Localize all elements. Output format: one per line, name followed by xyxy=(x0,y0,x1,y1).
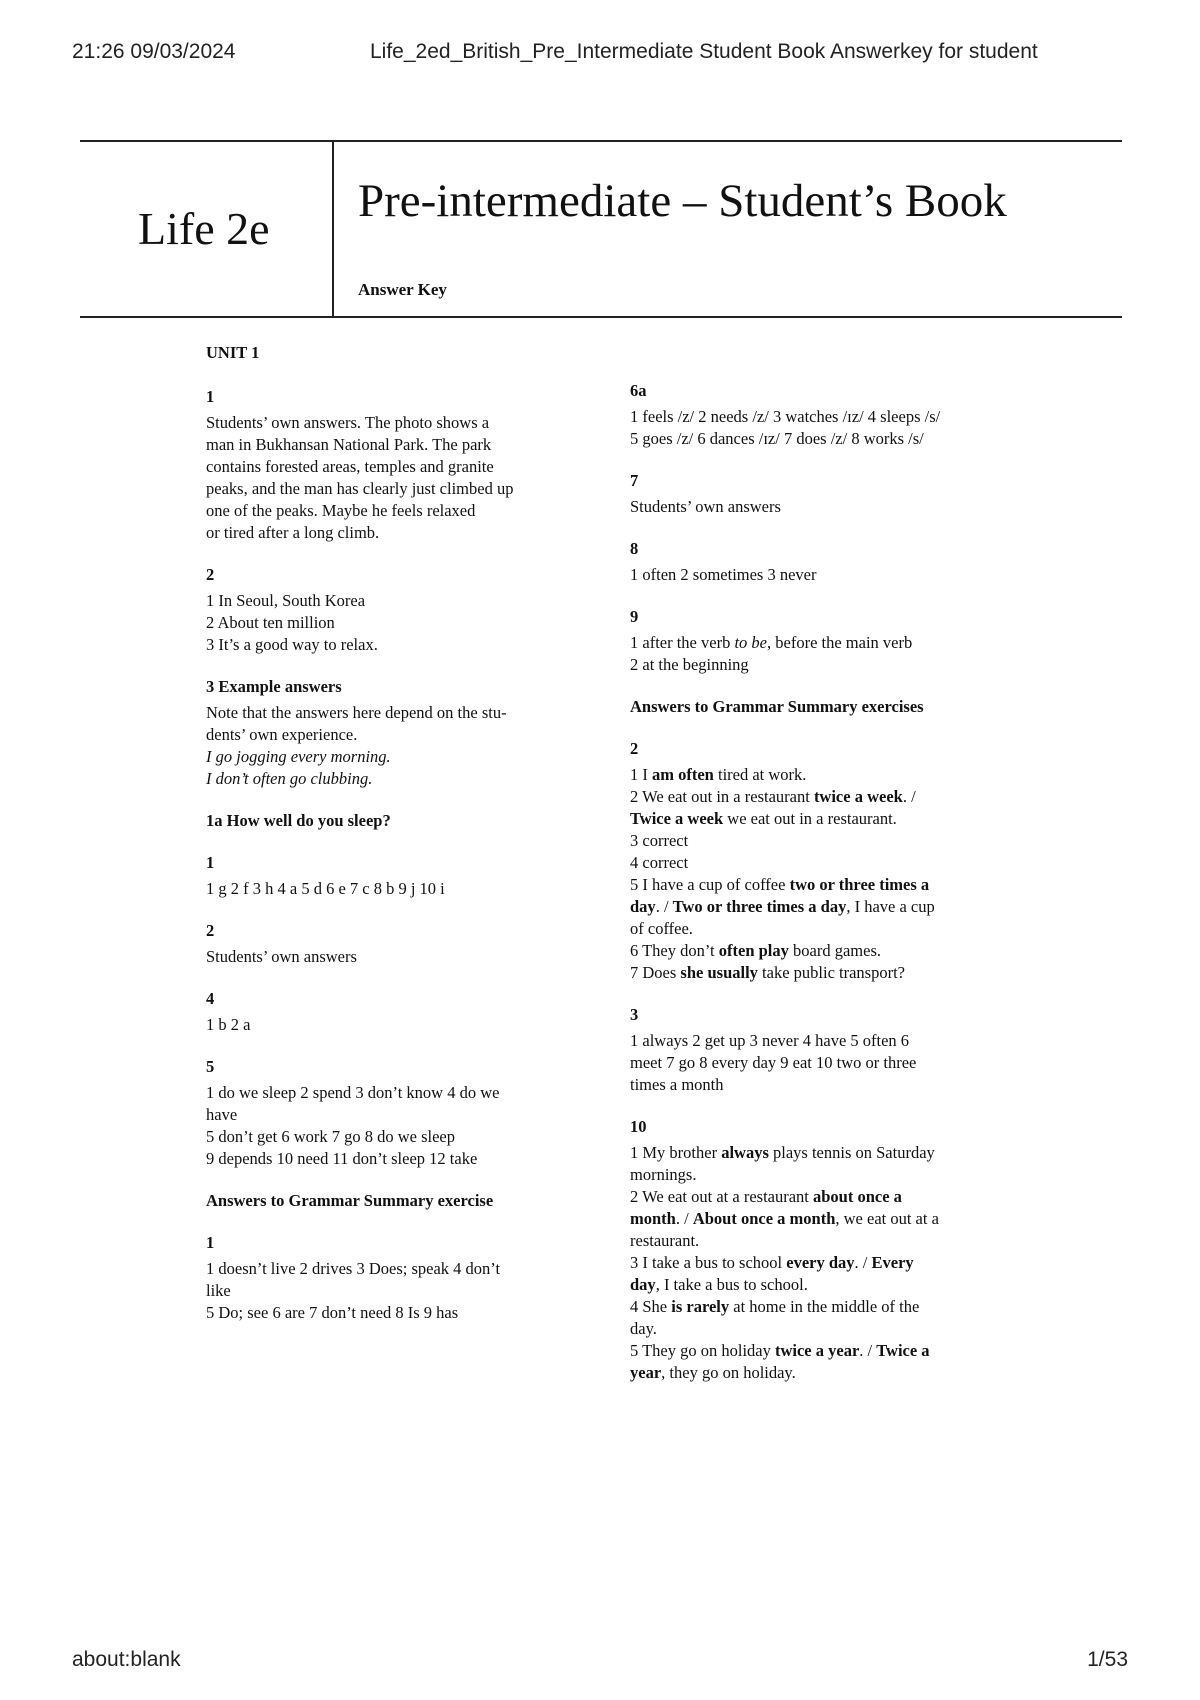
grammar-summary-3 xyxy=(630,1004,1010,1096)
section-2b xyxy=(206,920,576,968)
page-title: Pre-intermediate – Student’s Book xyxy=(358,175,1007,227)
page-number: 1/53 xyxy=(1087,1648,1128,1671)
answer-text: 2 We eat out in a restaurant xyxy=(630,787,814,806)
answer-bold: twice a year xyxy=(774,1341,860,1360)
answer-line: restaurant. xyxy=(630,1231,700,1250)
answer-italic: to be xyxy=(734,633,767,652)
lesson-1a xyxy=(206,810,576,832)
section-heading: 9 xyxy=(630,607,639,626)
answer-line xyxy=(630,1252,1010,1274)
answer-line: man in Bukhansan National Park. The park xyxy=(206,435,492,454)
answer-bold: she usually xyxy=(680,963,758,982)
answer-text: . / xyxy=(675,1209,693,1228)
answer-line xyxy=(630,632,1010,654)
answer-line: 5 don’t get 6 work 7 go 8 do we sleep xyxy=(206,1127,455,1146)
section-heading: 3 xyxy=(630,1005,639,1024)
section-9 xyxy=(630,606,1010,676)
section-heading: 4 xyxy=(206,989,215,1008)
answer-line: peaks, and the man has clearly just climbed up xyxy=(206,479,514,498)
answer-line xyxy=(630,1362,1010,1384)
answer-bold: About once a month xyxy=(692,1209,836,1228)
answer-text: plays tennis on Saturday xyxy=(768,1143,935,1162)
answer-bold: am often xyxy=(652,765,714,784)
section-heading: 1 xyxy=(206,853,215,872)
answer-line: 9 depends 10 need 11 don’t sleep 12 take xyxy=(206,1149,478,1168)
answer-text: , I take a bus to school. xyxy=(655,1275,808,1294)
answer-line xyxy=(630,940,1010,962)
section-heading: 2 xyxy=(206,565,215,584)
answer-text: 7 Does xyxy=(630,963,681,982)
answer-line xyxy=(630,896,1010,918)
grammar-summary-heading xyxy=(630,696,1010,718)
example-answer: I go jogging every morning. xyxy=(206,747,391,766)
brand-title: Life 2e xyxy=(138,203,270,254)
section-heading: 10 xyxy=(630,1117,647,1136)
answer-bold: Every xyxy=(871,1253,914,1272)
answer-line: 1 often 2 sometimes 3 never xyxy=(630,565,817,584)
section-heading: 8 xyxy=(630,539,639,558)
answer-line: 1 feels /z/ 2 needs /z/ 3 watches /ɪz/ 4 sleeps /s/ xyxy=(630,407,941,426)
answer-text: . / xyxy=(902,787,916,806)
answer-text: 3 I take a bus to school xyxy=(630,1253,787,1272)
answer-text: 1 I xyxy=(630,765,652,784)
answer-line: Students’ own answers. The photo shows a xyxy=(206,413,490,432)
document-header xyxy=(80,140,1122,318)
answer-text: take public transport? xyxy=(757,963,905,982)
section-5 xyxy=(206,1056,576,1170)
section-heading: 2 xyxy=(630,739,639,758)
answer-line: Students’ own answers xyxy=(630,497,781,516)
grammar-summary-heading xyxy=(206,1190,576,1212)
answer-text: tired at work. xyxy=(713,765,807,784)
answer-line: 5 goes /z/ 6 dances /ɪz/ 7 does /z/ 8 works /s/ xyxy=(630,429,924,448)
answer-bold: always xyxy=(721,1143,769,1162)
answer-text: , they go on holiday. xyxy=(661,1363,796,1382)
answer-text: , we eat out at a xyxy=(835,1209,939,1228)
answer-line: 1 In Seoul, South Korea xyxy=(206,591,366,610)
grammar-summary-2 xyxy=(630,738,1010,984)
answer-line: contains forested areas, temples and granite xyxy=(206,457,494,476)
answer-bold: Twice a week xyxy=(630,809,724,828)
section-8 xyxy=(630,538,1010,586)
answer-text: . / xyxy=(859,1341,877,1360)
answer-line xyxy=(630,1296,1010,1318)
lesson-heading: 1a How well do you sleep? xyxy=(206,811,391,830)
answer-line: 1 g 2 f 3 h 4 a 5 d 6 e 7 c 8 b 9 j 10 i xyxy=(206,879,445,898)
answer-line: 2 at the beginning xyxy=(630,655,749,674)
answer-text: , I have a cup xyxy=(846,897,935,916)
section-3 xyxy=(206,676,576,790)
answer-line xyxy=(630,874,1010,896)
section-heading: 6a xyxy=(630,381,647,400)
answer-line: 1 do we sleep 2 spend 3 don’t know 4 do we xyxy=(206,1083,500,1102)
answer-line xyxy=(630,808,1010,830)
answer-bold: twice a week xyxy=(813,787,903,806)
answer-line: day. xyxy=(630,1319,657,1338)
answer-bold: month xyxy=(630,1209,676,1228)
answer-line: 4 correct xyxy=(630,853,689,872)
answer-line xyxy=(630,1142,1010,1164)
print-datetime: 21:26 09/03/2024 xyxy=(72,40,236,63)
section-1 xyxy=(206,386,576,544)
answer-line: times a month xyxy=(630,1075,724,1094)
answer-bold: often play xyxy=(718,941,789,960)
section-heading: Answers to Grammar Summary exercises xyxy=(630,697,924,716)
answer-text: . / xyxy=(854,1253,872,1272)
answer-bold: two or three times a xyxy=(789,875,930,894)
answer-line: 1 doesn’t live 2 drives 3 Does; speak 4 don’t xyxy=(206,1259,501,1278)
answer-text: board games. xyxy=(788,941,881,960)
section-6a xyxy=(630,380,1010,450)
right-column xyxy=(630,380,1010,1404)
answer-bold: is rarely xyxy=(671,1297,730,1316)
answer-text: 1 after the verb xyxy=(630,633,735,652)
answer-line: or tired after a long climb. xyxy=(206,523,380,542)
answer-text: 2 We eat out at a restaurant xyxy=(630,1187,813,1206)
answer-line: 1 always 2 get up 3 never 4 have 5 often 6 xyxy=(630,1031,910,1050)
answer-line xyxy=(630,1186,1010,1208)
answer-line: 3 It’s a good way to relax. xyxy=(206,635,378,654)
answer-line: 5 Do; see 6 are 7 don’t need 8 Is 9 has xyxy=(206,1303,459,1322)
answer-line: 3 correct xyxy=(630,831,689,850)
answer-bold: every day xyxy=(786,1253,855,1272)
section-1b xyxy=(206,852,576,900)
example-answer: I don’t often go clubbing. xyxy=(206,769,373,788)
page-subtitle: Answer Key xyxy=(358,280,447,299)
answer-bold: year xyxy=(630,1363,662,1382)
answer-text: . / xyxy=(655,897,673,916)
answer-text: 6 They don’t xyxy=(630,941,719,960)
section-heading: Answers to Grammar Summary exercise xyxy=(206,1191,494,1210)
section-heading: 7 xyxy=(630,471,639,490)
answer-bold: day xyxy=(630,897,656,916)
print-url: about:blank xyxy=(72,1648,181,1671)
answer-line: mornings. xyxy=(630,1165,697,1184)
answer-line: 2 About ten million xyxy=(206,613,335,632)
section-2 xyxy=(206,564,576,656)
answer-line: have xyxy=(206,1105,238,1124)
answer-text: we eat out in a restaurant. xyxy=(723,809,897,828)
answer-bold: Twice a xyxy=(876,1341,930,1360)
section-heading: 2 xyxy=(206,921,215,940)
answer-line: meet 7 go 8 every day 9 eat 10 two or three xyxy=(630,1053,917,1072)
answer-text: 5 They go on holiday xyxy=(630,1341,775,1360)
answer-text: 5 I have a cup of coffee xyxy=(630,875,790,894)
section-heading: 1 xyxy=(206,387,215,406)
section-7 xyxy=(630,470,1010,518)
answer-text: 1 My brother xyxy=(630,1143,722,1162)
answer-line xyxy=(630,764,1010,786)
answer-line: Note that the answers here depend on the stu- xyxy=(206,703,507,722)
answer-text: at home in the middle of the xyxy=(729,1297,920,1316)
left-column xyxy=(206,342,576,1344)
answer-line xyxy=(630,1340,1010,1362)
grammar-summary-1 xyxy=(206,1232,576,1324)
answer-line xyxy=(630,1274,1010,1296)
grammar-summary-10 xyxy=(630,1116,1010,1384)
answer-bold: day xyxy=(630,1275,656,1294)
unit-heading: UNIT 1 xyxy=(206,343,260,362)
section-heading: 1 xyxy=(206,1233,215,1252)
answer-line: one of the peaks. Maybe he feels relaxed xyxy=(206,501,476,520)
answer-line: of coffee. xyxy=(630,919,693,938)
answer-line: Students’ own answers xyxy=(206,947,357,966)
answer-text: 4 She xyxy=(630,1297,672,1316)
answer-line xyxy=(630,962,1010,984)
answer-bold: about once a xyxy=(813,1187,902,1206)
answer-line xyxy=(630,1208,1010,1230)
answer-text: , before the main verb xyxy=(767,633,913,652)
answer-line: dents’ own experience. xyxy=(206,725,358,744)
print-document-name: Life_2ed_British_Pre_Intermediate Student Book Answerkey for student xyxy=(370,40,1038,63)
section-4 xyxy=(206,988,576,1036)
answer-bold: Two or three times a day xyxy=(672,897,847,916)
answer-line: 1 b 2 a xyxy=(206,1015,251,1034)
answer-line xyxy=(630,786,1010,808)
section-heading: 5 xyxy=(206,1057,215,1076)
section-heading: 3 Example answers xyxy=(206,677,342,696)
brand-cell xyxy=(80,142,334,316)
answer-line: like xyxy=(206,1281,231,1300)
